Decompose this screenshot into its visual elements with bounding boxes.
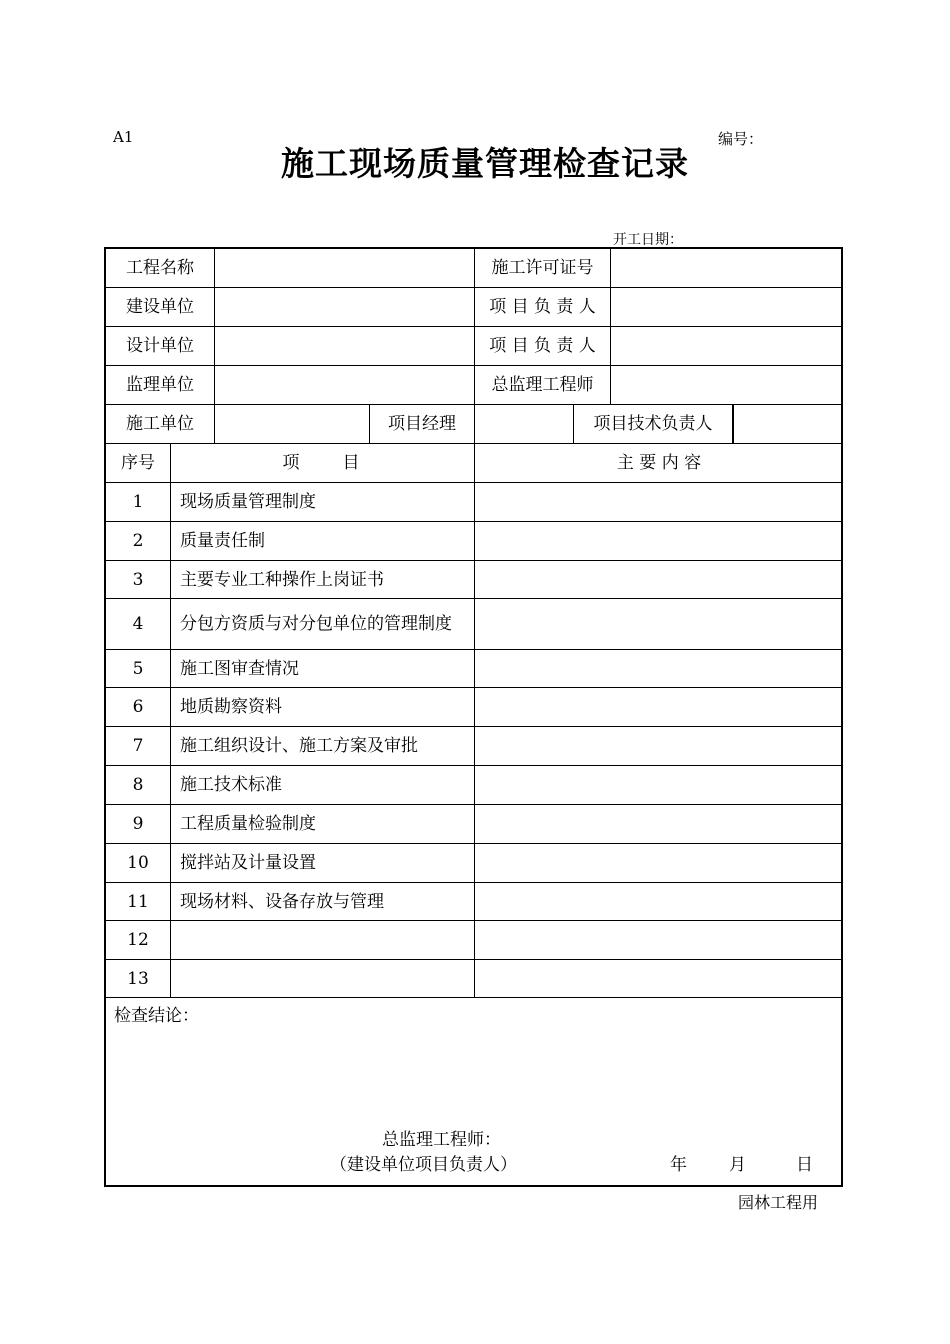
row-content-field[interactable] <box>475 844 843 882</box>
permit-number-field[interactable] <box>611 249 843 287</box>
start-date-label: 开工日期： <box>613 232 683 248</box>
column-header-item: 项 目 <box>282 453 363 473</box>
row-content-field[interactable] <box>475 599 843 649</box>
column-header-content: 主 要 内 容 <box>616 453 702 473</box>
row-content-field[interactable] <box>475 883 843 920</box>
row-item: 现场质量管理制度 <box>180 492 316 512</box>
row-content-field[interactable] <box>475 921 843 959</box>
project-manager-field[interactable] <box>475 405 573 443</box>
project-name-label: 工程名称 <box>126 258 194 278</box>
row-item: 施工技术标准 <box>180 775 282 795</box>
row-number: 3 <box>132 569 144 590</box>
row-number: 6 <box>132 697 144 717</box>
row-number: 5 <box>132 658 144 679</box>
row-item: 分包方资质与对分包单位的管理制度 <box>180 614 452 634</box>
permit-number-label: 施工许可证号 <box>491 258 594 278</box>
inspection-form-table <box>104 247 843 1187</box>
conclusion-label: 检查结论： <box>114 1006 199 1026</box>
conclusion-field[interactable] <box>114 1027 834 1123</box>
form-code: A1 <box>113 128 134 146</box>
row-content-field[interactable] <box>475 766 843 804</box>
owner-manager-signature-label: （建设单位项目负责人） <box>330 1155 517 1175</box>
row-content-field[interactable] <box>475 727 843 765</box>
construction-unit-field[interactable] <box>215 405 369 443</box>
row-number: 13 <box>127 968 149 989</box>
row-item: 地质勘察资料 <box>180 697 282 717</box>
column-header-no: 序号 <box>121 453 155 473</box>
owner-manager-label: 项 目 负 责 人 <box>489 297 596 317</box>
row-content-field[interactable] <box>475 483 843 521</box>
chief-supervisor-label: 总监理工程师 <box>491 375 594 395</box>
row-item: 施工组织设计、施工方案及审批 <box>180 736 418 756</box>
row-number: 4 <box>132 614 144 634</box>
serial-number-label: 编号： <box>718 130 764 148</box>
year-label: 年 <box>670 1155 687 1175</box>
row-number: 7 <box>132 736 144 756</box>
technical-manager-field[interactable] <box>734 405 843 443</box>
row-item[interactable] <box>171 960 474 997</box>
row-number: 10 <box>127 853 149 873</box>
row-item: 工程质量检验制度 <box>180 814 316 834</box>
construction-unit-label: 施工单位 <box>126 414 194 434</box>
row-content-field[interactable] <box>475 805 843 843</box>
design-manager-field[interactable] <box>611 327 843 365</box>
row-number: 9 <box>132 814 144 834</box>
project-manager-label: 项目经理 <box>388 414 456 434</box>
row-item: 搅拌站及计量设置 <box>180 853 316 873</box>
owner-unit-label: 建设单位 <box>126 297 194 317</box>
design-unit-label: 设计单位 <box>126 336 194 356</box>
row-item: 主要专业工种操作上岗证书 <box>180 569 384 590</box>
row-divider <box>106 997 843 998</box>
row-number: 2 <box>132 531 144 551</box>
row-item: 现场材料、设备存放与管理 <box>180 891 384 912</box>
row-content-field[interactable] <box>475 960 843 997</box>
row-content-field[interactable] <box>475 650 843 687</box>
row-number: 8 <box>132 775 144 795</box>
row-content-field[interactable] <box>475 688 843 726</box>
row-content-field[interactable] <box>475 522 843 560</box>
design-unit-field[interactable] <box>215 327 474 365</box>
page-title: 施工现场质量管理检查记录 <box>281 144 689 183</box>
design-manager-label: 项 目 负 责 人 <box>489 336 596 356</box>
row-item[interactable] <box>171 921 474 959</box>
row-item: 质量责任制 <box>180 531 265 551</box>
chief-supervisor-signature-label: 总监理工程师： <box>382 1130 501 1150</box>
supervision-unit-label: 监理单位 <box>126 375 194 395</box>
month-label: 月 <box>729 1155 746 1175</box>
day-label: 日 <box>796 1155 813 1175</box>
owner-manager-field[interactable] <box>611 288 843 326</box>
chief-supervisor-field[interactable] <box>611 366 843 404</box>
row-number: 11 <box>127 891 149 912</box>
footer-note: 园林工程用 <box>738 1193 819 1212</box>
row-number: 1 <box>132 492 144 512</box>
row-content-field[interactable] <box>475 561 843 598</box>
supervision-unit-field[interactable] <box>215 366 474 404</box>
project-name-field[interactable] <box>215 249 474 287</box>
row-item: 施工图审查情况 <box>180 658 299 679</box>
technical-manager-label: 项目技术负责人 <box>593 414 713 434</box>
row-number: 12 <box>127 930 149 950</box>
owner-unit-field[interactable] <box>215 288 474 326</box>
